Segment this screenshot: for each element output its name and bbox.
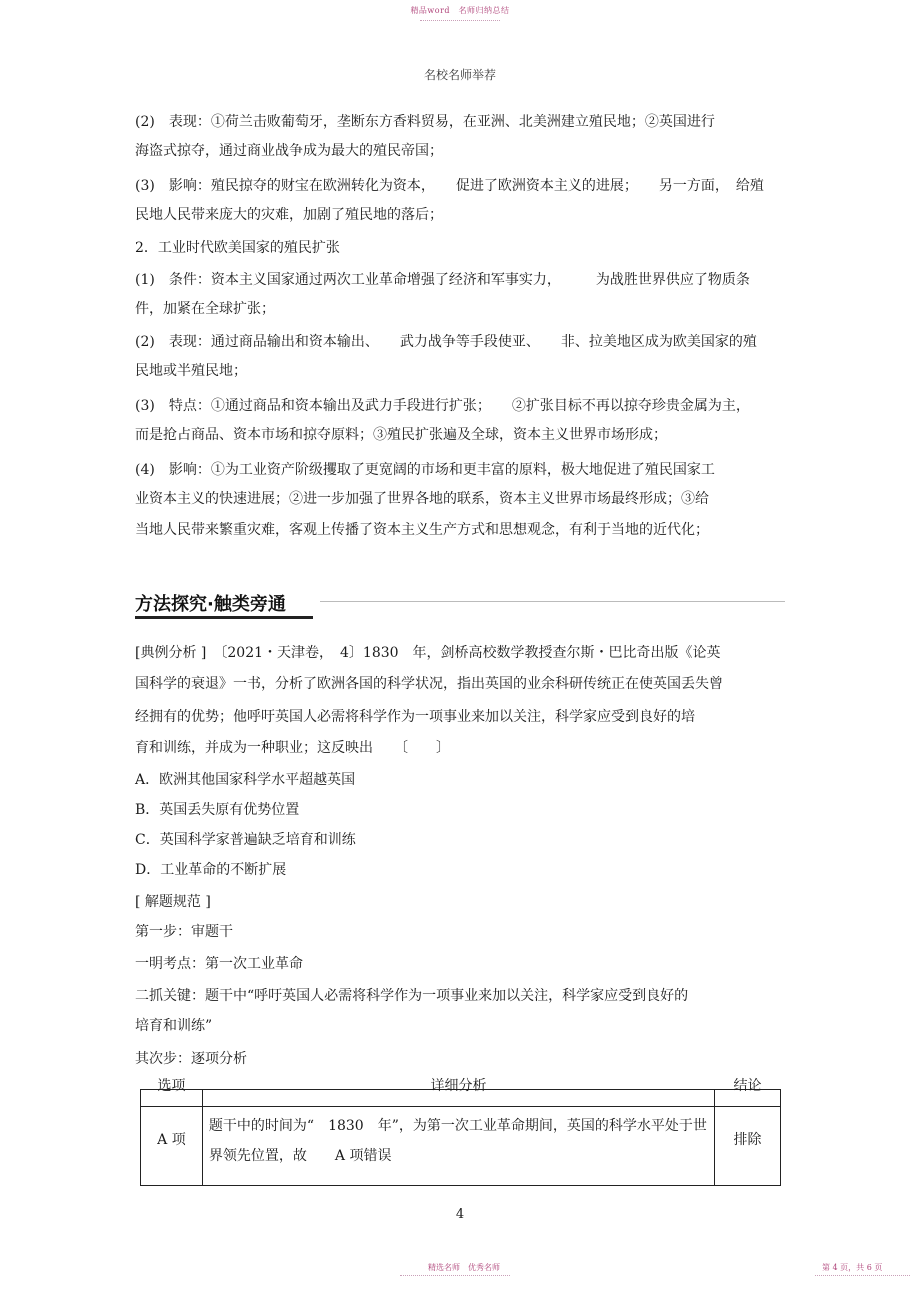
option-label: A 项 — [157, 1132, 186, 1148]
solution-line: 一明考点：第一次工业革命 — [135, 956, 303, 972]
solution-line: 培育和训练” — [135, 1018, 213, 1034]
footer-watermark: 精选名师 优秀名师 — [428, 1263, 500, 1272]
body-line: 海盗式掠夺，通过商业战争成为最大的殖民帝国； — [135, 143, 443, 159]
footer-rule — [400, 1275, 510, 1276]
subheading: 2．工业时代欧美国家的殖民扩张 — [135, 240, 340, 256]
section-underbar — [135, 616, 313, 619]
body-line: 民地人民带来庞大的灾难，加剧了殖民地的落后； — [135, 207, 443, 223]
table-cell-detail — [202, 1107, 714, 1186]
body-line: 民地或半殖民地； — [135, 363, 247, 379]
table-header-row — [141, 1090, 781, 1107]
body-line: 业资本主义的快速进展；②进一步加强了世界各地的联系，资本主义世界市场最终形成；③给 — [135, 491, 709, 507]
analysis-table — [140, 1078, 781, 1186]
body-line: 当地人民带来繁重灾难，客观上传播了资本主义生产方式和思想观念，有利于当地的近代化； — [135, 522, 709, 538]
solution-line: 第一步：审题干 — [135, 924, 233, 940]
section-title: 方法探究·触类旁通 — [135, 594, 286, 615]
solution-line: 二抓关键：题干中“呼吁英国人必需将科学作为一项事业来加以关注，科学家应受到良好的 — [135, 988, 689, 1004]
option-c: C．英国科学家普遍缺乏培育和训练 — [135, 832, 356, 848]
body-line: (3) 影响：殖民掠夺的财宝在欧洲转化为资本， 促进了欧洲资本主义的进展； 另一方面， 给殖 — [135, 178, 764, 194]
table-row — [141, 1107, 781, 1186]
section-header — [135, 590, 785, 620]
school-header: 名校名师举荐 — [423, 68, 496, 82]
table-header-cell — [202, 1078, 714, 1107]
table-header-cell — [141, 1078, 203, 1107]
top-banner-rule — [420, 20, 500, 21]
example-line: 国科学的衰退》一书，分析了欧洲各国的科学状况，指出英国的业余科研传统正在使英国丢失曾 — [135, 676, 723, 692]
solution-heading: [ 解题规范 ] — [135, 894, 211, 910]
option-b: B．英国丢失原有优势位置 — [135, 802, 300, 818]
detail-text: 题干中的时间为“ 1830 年”，为第一次工业革命期间，英国的科学水平处于世界领先位置，故 A 项错误 — [208, 1118, 707, 1164]
footer-rule — [815, 1275, 910, 1276]
body-line: (4) 影响：①为工业资产阶级攫取了更宽阔的市场和更丰富的原料，极大地促进了殖民国家工 — [135, 462, 715, 478]
top-banner: 精品word 名师归纳总结 — [410, 6, 510, 15]
section-rule — [320, 601, 785, 602]
example-line: [典例分析 ] 〔2021・天津卷， 4〕1830 年，剑桥高校数学教授查尔斯・巴比奇出版《论英 — [135, 645, 721, 661]
conclusion-text: 排除 — [733, 1132, 762, 1148]
body-line: 而是抢占商品、资本市场和掠夺原料；③殖民扩张遍及全球，资本主义世界市场形成； — [135, 427, 667, 443]
option-d: D．工业革命的不断扩展 — [135, 862, 287, 878]
table-header-text: 结论 — [733, 1078, 762, 1094]
example-line: 育和训练，并成为一种职业；这反映出 〔 〕 — [135, 740, 450, 756]
body-line: (1) 条件：资本主义国家通过两次工业革命增强了经济和军事实力， 为战胜世界供应了物质条 — [135, 272, 750, 288]
body-line: (3) 特点：①通过商品和资本输出及武力手段进行扩张； ②扩张目标不再以掠夺珍贵金属为主， — [135, 398, 750, 414]
table-header-cell — [715, 1078, 781, 1107]
body-line: (2) 表现：①荷兰击败葡萄牙，垄断东方香料贸易，在亚洲、北美洲建立殖民地；②英国进行 — [135, 114, 715, 130]
table-cell-conclusion — [715, 1107, 781, 1186]
body-line: (2) 表现：通过商品输出和资本输出、 武力战争等手段使亚、 非、拉美地区成为欧美国家的殖 — [135, 334, 757, 350]
option-a: A．欧洲其他国家科学水平超越英国 — [135, 772, 356, 788]
example-line: 经拥有的优势；他呼吁英国人必需将科学作为一项事业来加以关注，科学家应受到良好的培 — [135, 709, 695, 725]
table-header-text: 选项 — [157, 1078, 186, 1094]
page-number: 4 — [455, 1207, 465, 1222]
body-line: 件，加紧在全球扩张； — [135, 301, 275, 317]
solution-line: 其次步：逐项分析 — [135, 1051, 247, 1067]
table-cell-option — [141, 1107, 203, 1186]
table-header-text: 详细分析 — [430, 1078, 487, 1094]
footer-page-info: 第 4 页，共 6 页 — [822, 1263, 883, 1272]
